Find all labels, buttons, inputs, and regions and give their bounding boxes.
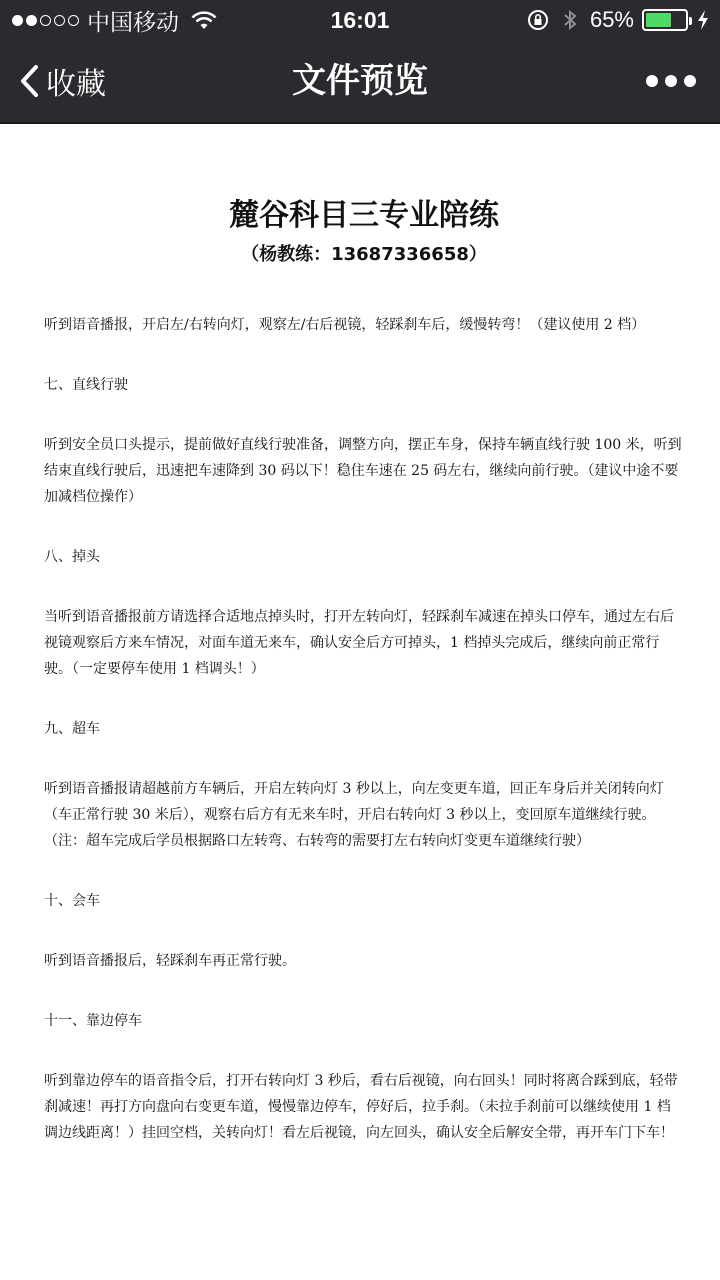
- rotation-lock-icon: [526, 8, 550, 32]
- section-heading: 八、掉头: [44, 549, 100, 565]
- back-label: 收藏: [46, 67, 106, 102]
- document-subtitle: （杨教练：13687336658）: [241, 244, 487, 265]
- status-time: 16:01: [330, 7, 390, 33]
- section-heading: 九、超车: [44, 721, 100, 737]
- section-body: 听到语音播报请超越前方车辆后，开启左转向灯 3 秒以上，向左变更车道，回正车身后并关闭转向灯（车正常行驶 30 米后），观察右后方有无来车时，开启右转向灯 3 秒以上，变回原车道继续行驶。（注：超车完成后学员根据路口左转弯、右转弯的需要打左右转向灯变更车道继续行驶）: [44, 781, 664, 849]
- document-preview: [44, 124, 684, 1146]
- carrier-name: 中国移动: [87, 8, 179, 35]
- battery-fill: [646, 13, 671, 27]
- nav-title: 文件预览: [292, 61, 428, 101]
- section-body: 听到语音播报后，轻踩刹车再正常行驶。: [44, 953, 296, 969]
- section-heading: 七、直线行驶: [44, 377, 128, 393]
- bluetooth-icon: [558, 8, 582, 32]
- more-dots-icon[interactable]: [646, 40, 696, 122]
- section-heading: 十、会车: [44, 893, 100, 909]
- section-body: 当听到语音播报前方请选择合适地点掉头时，打开左转向灯，轻踩刹车减速在掉头口停车，通过左右后视镜观察后方来车情况，对面车道无来车，确认安全后方可掉头，1 档掉头完成后，继续向前正常行驶。（一定要停车使用 1 档调头！）: [44, 609, 674, 677]
- battery-percent: 65%: [589, 7, 634, 32]
- intro-paragraph: 听到语音播报，开启左/右转向灯，观察左/右后视镜，轻踩刹车后，缓慢转弯！（建议使用 2 档）: [44, 317, 646, 333]
- section-body: 听到安全员口头提示，提前做好直线行驶准备，调整方向，摆正车身，保持车辆直线行驶 100 米，听到结束直线行驶后，迅速把车速降到 30 码以下！稳住车速在 25 码左右，继续向前行驶。（建议中途不要加减档位操作）: [44, 437, 682, 505]
- charging-bolt-icon: [696, 9, 710, 31]
- section-heading: 十一、靠边停车: [44, 1013, 142, 1029]
- battery-icon: [642, 9, 688, 31]
- status-right: [526, 0, 710, 40]
- section-body: 听到靠边停车的语音指令后，打开右转向灯 3 秒后，看右后视镜，向右回头！同时将离合踩到底，轻带刹减速！再打方向盘向右变更车道，慢慢靠边停车，停好后，拉手刹。（未拉手刹前可以继续使用 1 档调边线距离！）挂回空档，关转向灯！看左后视镜，向左回头，确认安全后解安全带，再开车门下车！: [44, 1073, 678, 1141]
- status-bar: [0, 0, 720, 40]
- document-title: 麓谷科目三专业陪练: [229, 198, 499, 233]
- nav-bar: [0, 40, 720, 124]
